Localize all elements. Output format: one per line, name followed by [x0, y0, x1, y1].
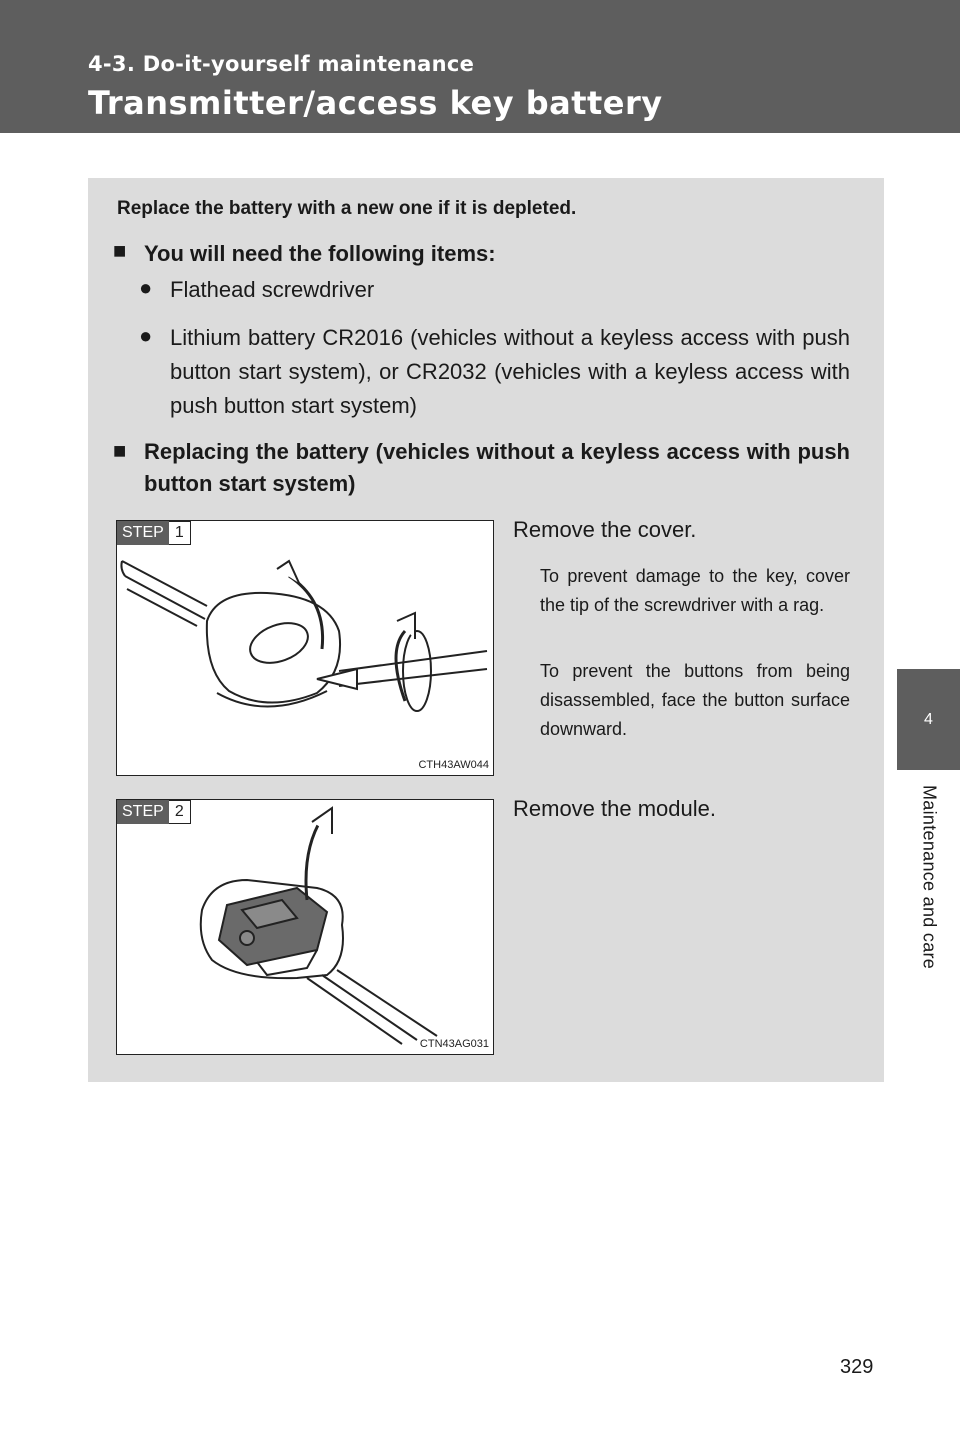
square-bullet-icon: ■ [113, 438, 127, 463]
step-1-instruction: Remove the cover. [513, 517, 697, 542]
step-1-note-2: To prevent the buttons from being disassembled, face the button surface downward. [540, 661, 850, 739]
item-battery: Lithium battery CR2016 (vehicles without a keyless access with push button start system), or CR2032 (vehicles with a keyless access with push button start system) [170, 325, 850, 418]
page-title: Transmitter/access key battery [88, 84, 663, 122]
chapter-name: Maintenance and care [919, 785, 940, 970]
step-1-badge [117, 521, 191, 545]
intro-text: Replace the battery with a new one if it is depleted. [117, 198, 577, 219]
step-1-figure [116, 520, 494, 776]
key-module-illustration [117, 800, 493, 1054]
item-screwdriver: Flathead screwdriver [170, 277, 375, 302]
key-cover-illustration [117, 521, 493, 775]
page-header [0, 0, 960, 133]
step-number: 1 [169, 521, 191, 545]
bullet-icon: ● [139, 275, 153, 300]
step-2-figure [116, 799, 494, 1055]
step-label: STEP [117, 800, 169, 824]
chapter-number: 4 [924, 710, 933, 728]
step-2-instruction: Remove the module. [513, 796, 716, 821]
replace-heading: Replacing the battery (vehicles without a keyless access with push button start system) [144, 439, 850, 496]
items-heading: You will need the following items: [144, 241, 496, 266]
step-label: STEP [117, 521, 169, 545]
chapter-name-tab [903, 785, 955, 1000]
figure-code: CTN43AG031 [419, 1038, 489, 1050]
square-bullet-icon: ■ [113, 238, 127, 263]
figure-code: CTH43AW044 [418, 759, 489, 771]
step-1-note-1: To prevent damage to the key, cover the tip of the screwdriver with a rag. [540, 566, 850, 615]
step-2-badge [117, 800, 191, 824]
chapter-number-tab [897, 669, 960, 770]
bullet-icon: ● [139, 323, 153, 348]
page-number: 329 [840, 1356, 874, 1378]
section-label: 4-3. Do-it-yourself maintenance [88, 52, 475, 76]
step-number: 2 [169, 800, 191, 824]
